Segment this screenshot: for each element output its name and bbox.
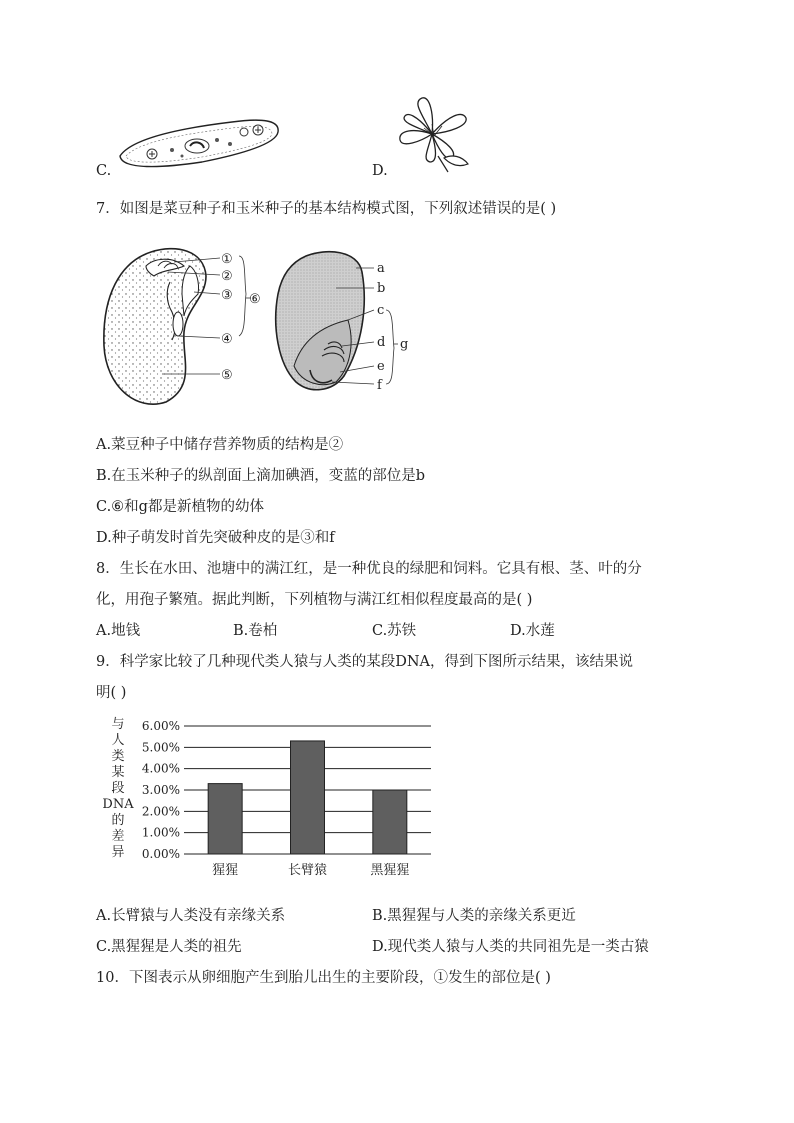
bean-seed [104,249,206,404]
x-tick-label: 长臂猿 [287,863,328,878]
q7-option-b[interactable]: B.在玉米种子的纵剖面上滴加碘酒，变蓝的部位是b [96,468,426,484]
corn-label-f: f [377,378,382,393]
q7-stem: 7．如图是菜豆种子和玉米种子的基本结构模式图，下列叙述错误的是( ) [96,201,557,217]
q8-option-b[interactable]: B.卷柏 [233,623,278,639]
y-axis-label-char: 异 [111,845,125,860]
q8-option-d[interactable]: D.水莲 [510,623,555,639]
q9-option-b[interactable]: B.黑猩猩与人类的亲缘关系更近 [372,908,576,924]
y-tick-label: 4.00% [141,761,180,776]
bar-猩猩 [208,784,242,854]
corn-label-c: c [377,303,385,318]
bean-label-3: ③ [221,288,233,303]
q8-stem-line2: 化，用孢子繁殖。据此判断，下列植物与满江红相似程度最高的是( ) [96,592,533,608]
y-axis-label-char: 类 [111,749,125,764]
corn-label-b: b [377,281,386,296]
q8-option-a[interactable]: A.地钱 [96,623,141,639]
corn-label-d: d [377,335,386,350]
q9-option-d[interactable]: D.现代类人猿与人类的共同祖先是一类古猿 [372,939,649,955]
y-axis-label-char: 某 [111,765,125,780]
q7-option-d[interactable]: D.种子萌发时首先突破种皮的是③和f [96,530,335,546]
y-axis-label-char: 段 [111,781,125,796]
lily-flower-illustration [392,94,476,174]
y-tick-label: 5.00% [141,740,180,755]
y-tick-label: 6.00% [141,719,180,733]
corn-seed [276,252,365,390]
bean-label-2: ② [221,269,233,284]
y-tick-label: 0.00% [141,847,180,861]
corn-label-a: a [377,261,385,276]
q9-option-c[interactable]: C.黑猩猩是人类的祖先 [96,939,242,955]
bar-长臂猿 [291,741,325,854]
q8-stem-line1: 8．生长在水田、池塘中的满江红，是一种优良的绿肥和饲料。它具有根、茎、叶的分 [96,561,642,577]
q10-stem: 10．下图表示从卵细胞产生到胎儿出生的主要阶段，①发生的部位是( ) [96,970,551,986]
y-axis-label-char: 的 [111,813,125,828]
q9-option-a[interactable]: A.长臂猿与人类没有亲缘关系 [96,908,286,924]
bean-label-6: ⑥ [249,292,261,307]
option-c-label: C. [96,163,112,179]
bean-label-4: ④ [221,332,233,347]
q7-option-c[interactable]: C.⑥和g都是新植物的幼体 [96,499,264,515]
y-axis-label-char: 差 [111,829,125,844]
q8-option-c[interactable]: C.苏铁 [372,623,417,639]
bean-label-1: ① [221,252,233,267]
corn-label-e: e [377,359,385,374]
bean-label-5: ⑤ [221,368,233,383]
corn-label-g: g [400,337,409,352]
y-axis-label-char: 与 [111,717,125,732]
y-tick-label: 2.00% [141,804,180,819]
y-tick-label: 1.00% [141,825,180,840]
dna-difference-chart [96,712,446,884]
y-axis-label-char: DNA [102,797,134,812]
x-tick-label: 猩猩 [212,863,239,878]
seed-structure-diagram [96,236,426,408]
bar-黑猩猩 [373,790,407,854]
x-tick-label: 黑猩猩 [370,863,410,878]
q7-option-a[interactable]: A.菜豆种子中储存营养物质的结构是② [96,437,344,453]
y-tick-label: 3.00% [141,783,180,797]
paramecium-illustration [112,110,287,172]
y-axis-label-char: 人 [111,733,125,748]
q9-stem-line1: 9．科学家比较了几种现代类人猿与人类的某段DNA，得到下图所示结果，该结果说 [96,654,634,670]
q9-stem-line2: 明( ) [96,685,127,701]
option-d-label: D. [372,163,388,179]
